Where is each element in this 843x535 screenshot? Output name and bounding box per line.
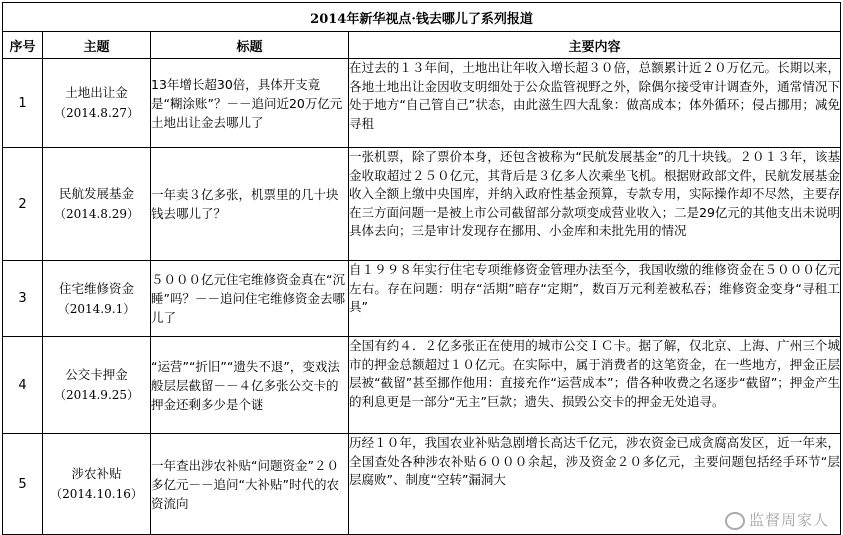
row-content: 在过去的１３年间，土地出让年收入增长超３０倍，总额累计近２０万亿元。长期以来，各地土地出让金因收支明细处于公众监管视野之外，除偶尔接受审计调查外，通常情况下处于地方“自己管自己”状态，由此滋生四大乱象：做高成本；体外循环；侵占挪用；减免寻租: [349, 59, 841, 148]
table-row: [3, 59, 841, 148]
topic-date: （2014.10.16）: [50, 487, 143, 501]
row-topic: [43, 434, 151, 535]
header-headline: 标题: [151, 32, 349, 59]
row-topic: [43, 148, 151, 261]
row-topic: [43, 59, 151, 148]
topic-name: 公交卡押金: [65, 367, 128, 382]
row-number: 5: [3, 434, 43, 535]
row-number: 4: [3, 337, 43, 434]
row-content: 自１９９８年实行住宅专项维修资金管理办法至今，我国收缴的维修资金在５０００亿元左右。存在问题：明存“活期”暗存“定期”，数百万元利差被私吞；维修资金变身“寻租工具”: [349, 261, 841, 337]
row-headline: “运营”“折旧”“遗失不退”，变戏法般层层截留－－４亿多张公交卡的押金还剩多少是个谜: [151, 337, 349, 434]
topic-name: 民航发展基金: [58, 186, 134, 201]
row-content: 历经１０年，我国农业补贴急剧增长高达千亿元，涉农资金已成贪腐高发区，近一年来，全国查处各种涉农补贴６０００余起，涉及资金２０多亿元，主要问题包括经手环节“层层腐败”、制度“空转”漏洞大: [349, 434, 841, 535]
topic-date: （2014.9.25）: [53, 388, 140, 402]
report-table: [2, 2, 841, 535]
table-row: [3, 434, 841, 535]
table-row: [3, 148, 841, 261]
table-row: [3, 261, 841, 337]
header-content: 主要内容: [349, 32, 841, 59]
watermark: [725, 509, 829, 530]
row-number: 1: [3, 59, 43, 148]
table-title: 2014年新华视点·钱去哪儿了系列报道: [3, 3, 841, 32]
row-number: 3: [3, 261, 43, 337]
header-topic: 主题: [43, 32, 151, 59]
row-headline: 一年卖３亿多张，机票里的几十块钱去哪儿了？: [151, 148, 349, 261]
topic-name: 土地出让金: [65, 85, 128, 100]
header-no: 序号: [3, 32, 43, 59]
row-topic: [43, 261, 151, 337]
row-headline: ５０００亿元住宅维修资金真在“沉睡”吗？－－追问住宅维修资金去哪儿了: [151, 261, 349, 337]
row-headline: 13年增长超30倍，具体开支竟是“糊涂账”？－－追问近20万亿元土地出让金去哪儿了: [151, 59, 349, 148]
topic-date: （2014.8.27）: [53, 106, 140, 120]
wechat-icon: [725, 512, 745, 530]
table-row: [3, 337, 841, 434]
row-topic: [43, 337, 151, 434]
topic-date: （2014.9.1）: [57, 301, 136, 316]
row-number: 2: [3, 148, 43, 261]
row-content: 全国有约４．２亿多张正在使用的城市公交ＩＣ卡。据了解，仅北京、上海、广州三个城市的押金总额超过１０亿元。在实际中，属于消费者的这笔资金，在一些地方，押金正层层被“截留”甚至挪作他用：直接充作“运营成本”；借各种收费之名逐步“截留”；押金产生的利息更是一部分“无主”巨款；遗失、损毁公交卡的押金无处追寻。: [349, 337, 841, 434]
topic-date: （2014.8.29）: [53, 207, 140, 221]
watermark-text: 监督周家人: [748, 511, 829, 529]
topic-name: 住宅维修资金: [58, 280, 134, 296]
row-content: 一张机票，除了票价本身，还包含被称为“民航发展基金”的几十块钱。２０１３年，该基金收取超过２５０亿元，其背后是３亿多人次乘坐飞机。根据财政部文件，民航发展基金收入全额上缴中央国库，并纳入政府性基金预算，专款专用，实际操作却不尽然，主要存在三方面问题一是被上市公司截留部分款项变成营业收入；二是29亿元的其他支出未说明具体去向；三是审计发现存在挪用、小金库和未批先用的情况: [349, 148, 841, 261]
row-headline: 一年查出涉农补贴“问题资金”２０多亿元－－追问“大补贴”时代的农资流向: [151, 434, 349, 535]
topic-name: 涉农补贴: [71, 466, 122, 481]
